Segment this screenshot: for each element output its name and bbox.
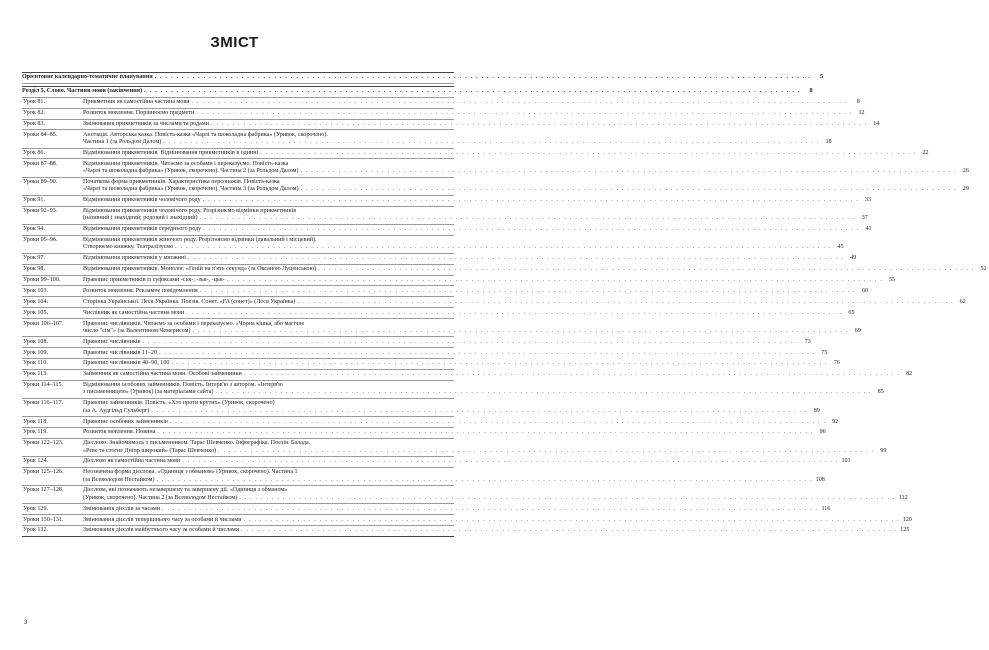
dot-leader [151,408,807,415]
toc-entry-lesson: Уроки 114–115. [23,382,64,389]
dot-leader [215,389,871,396]
toc-entry-lesson: Урок 83. [23,120,45,127]
dot-leader [170,419,826,426]
toc-entry-lesson: Уроки 99–100. [23,277,61,283]
toc-entry [22,159,969,177]
toc-entry [22,98,860,109]
toc-entry-title: Правопис займенників. Повість. «Хто проти крутих» (Уривок, скорочено) [83,400,275,407]
toc-entry-lesson: Уроки 122–123. [23,440,64,447]
toc-entry-page: 73 [804,338,811,345]
toc-entry-lesson: Уроки 89–90. [23,178,58,185]
toc-entry-title: число "сім"» (за Валентином Чемерисом) [83,327,191,334]
toc-entry [22,196,872,207]
toc-entry-lesson: Урок 94. [23,226,45,233]
toc-entry-lesson: Урок 119. [23,429,48,436]
toc-entry [22,297,966,308]
toc-entry-lesson: Уроки 130–131. [23,516,64,523]
toc-entry-title: Змінювання дієслів теперішнього часу за особами й числами [83,516,242,523]
dot-leader [200,215,856,222]
toc-entry [22,417,839,428]
toc-entry-title: Прикметник як самостійна частина мови [83,99,190,106]
toc-entry-lesson: Урок 103. [23,287,49,294]
toc-entry-lesson: Урок 86. [23,149,45,156]
toc-entry [22,359,840,370]
toc-entry-lesson: Уроки 127–128. [23,487,64,494]
toc-entry [22,120,880,131]
toc-entry-title: Створюємо книжку. Театралізуємо [83,244,174,251]
dot-leader [156,477,812,484]
page-title: ЗМІСТ [210,34,259,51]
toc-entry-page: 60 [861,287,869,294]
toc-entry-page: 18 [825,139,832,146]
toc-entry-lesson: Уроки 87–88. [23,160,58,167]
toc-entry-title: Правопис особових займенників [83,418,168,425]
toc-entry-title: (називний і знахідний; родовий і знахідний) [83,215,198,222]
toc-entry [22,130,832,148]
toc-entry-title: Займенник як самостійна частина мови. Особові займенники [83,371,242,378]
dot-leader [196,110,852,117]
toc-entry-title: (за Всеволодом Нестайком) [83,476,155,483]
dot-leader [155,74,811,81]
toc-entry [22,319,861,337]
toc-entry-title: Початкова форма прикметників. Характеристика персонажів. Повість-казка [83,178,280,185]
toc-entry [22,286,869,297]
toc-entry-page: 29 [962,186,969,193]
toc-entry-title: Відмінювання прикметників. Читаємо за особами і переказуємо. Повість-казка [83,160,289,167]
toc-entry-lesson: Урок 105. [23,309,49,316]
toc-entry [22,428,826,439]
toc-entry-page: 69 [854,327,861,334]
toc-entry [22,225,872,236]
toc-entry [22,504,831,515]
dot-leader [142,339,798,346]
dot-leader [301,186,957,193]
toc-entry-title: «Чарлі та шоколадна фабрика» (Уривок, скорочено). Частина 2 (за Рольдом Далом) [83,168,299,175]
toc-entry-title: Відмінювання прикметників. Відмінювання прикметників в однині [83,149,259,156]
toc-entry [22,348,828,359]
toc-entry-page: 45 [837,244,844,251]
toc-entry-lesson: Уроки 92–93. [23,208,58,215]
dot-leader [182,458,838,465]
toc-entry-title: Відмінювання прикметників жіночого роду. Розрізняємо відмінки (давальний і місцевий). [83,237,317,244]
toc-entry-title: Відмінювання особових займенників. Повість. Інтерв'ю з автором. «Інтерв'ю [83,382,283,389]
toc-entry-title: Розвиток мовлення. Новина [83,429,156,436]
dot-leader [318,266,974,273]
toc-entry-title: Неозначена форма дієслова. «Одиниця з обманом» (Уривок, скорочено). Частина 1 [83,469,298,476]
toc-entry-title: Правопис числівників 40–90, 100 [83,360,170,367]
toc-entry-title: Змінювання дієслів за часами [83,505,161,512]
toc-entry-lesson: Урок 118. [23,418,48,425]
toc-entry-title: Розвиток мовлення. Порівнюємо предмети [83,110,195,117]
toc-entry-title: з письменницею» (Уривок) (за матеріалами сайта) [83,389,214,396]
toc-entry-lesson: Урок 109. [23,349,49,356]
toc-entry [22,178,969,196]
dot-leader [239,495,895,502]
toc-entry [22,468,825,486]
toc-entry-page: 8 [856,99,860,106]
toc-entry [22,276,896,287]
toc-entry-lesson: Уроки 125–126. [23,469,64,476]
toc-entry-title: Дієслово. Знайомимось з письменником. Тарас Шевченко. Інфографіка. Поезія. Балада. [83,440,311,447]
dot-leader [301,168,957,175]
toc-entry [22,109,865,120]
toc-entry-title: Сторінка Української. Леся Українка. Поезія. Сонет. «FA (сонет)» (Леся Українка) [83,298,296,305]
dot-leader [297,299,953,306]
toc-entry-page: 41 [865,226,872,233]
toc-entry-page: 96 [819,429,826,436]
toc-entry [22,526,910,536]
toc-entry [22,439,887,457]
dot-leader [260,150,916,157]
toc-entry-title: Розділ 5. Слово. Частини мови (закінчення) [22,88,143,95]
toc-entry-page: 76 [833,360,840,367]
toc-entry-lesson: Урок 91. [23,197,45,204]
dot-leader [203,197,859,204]
toc-entry [22,236,844,254]
dot-leader [188,255,844,262]
toc-entry-page: 85 [877,389,884,396]
toc-entry-title: Відмінювання прикметників у множині [83,255,186,262]
toc-entry-lesson: Урок 81. [23,99,45,106]
table-of-contents [22,72,987,537]
dot-leader [162,506,818,513]
toc-entry-title: Дієслова, які позначають незавершену та завершену дії. «Одиниця з обманом» [83,487,288,494]
dot-leader [193,328,849,335]
toc-entry-title: Числівник як самостійна частина мови [83,309,185,316]
toc-entry-page: 120 [902,516,912,523]
toc-entry-page: 33 [864,197,872,204]
toc-entry [22,515,912,526]
dot-leader [241,527,897,534]
dot-leader [171,360,827,367]
dot-leader [159,350,815,357]
toc-entry-page: 89 [813,407,820,414]
toc-entry-lesson: Уроки 106–107. [23,320,64,327]
toc-entry-lesson: Урок 82. [23,110,45,117]
toc-entry-page: 55 [888,277,896,283]
toc-entry-page: 37 [861,215,868,222]
toc-entry-page: 62 [959,298,966,305]
dot-leader [200,288,856,295]
toc-entry-page: 92 [832,418,839,425]
toc-entry-page: 26 [962,168,969,175]
toc-entry-page: 22 [922,149,929,156]
dot-leader [227,277,883,284]
toc-entry-lesson: Урок 98. [23,266,45,273]
toc-entry-title: (за А. Аудгільд Сульберг) [83,407,150,414]
toc-entry-lesson: Уроки 95–96. [23,237,58,244]
toc-entry-page: 75 [821,349,828,356]
toc-entry-title: Розвиток мовлення. Рекламне повідомлення [83,287,198,294]
toc-entry-lesson: Урок 108. [23,338,49,345]
toc-entry-title: Орієнтовне календарно-тематичне планування [22,74,153,81]
toc-entry-title: Правопис числівників 11–20 [83,349,158,356]
toc-entry-page: 108 [815,476,825,483]
toc-entry-title: Відмінювання прикметників середнього роду [83,226,202,233]
page-number: 3 [24,620,28,626]
toc-entry-lesson: Урок 132. [23,527,49,534]
toc-entry [22,399,820,417]
toc-entry-title: «Реве та стогне Дніпр широкий» (Тарас Шевченко) [83,447,216,454]
dot-leader [163,139,819,146]
toc-entry-title: Відмінювання прикметників чоловічого роду [83,197,201,204]
toc-entry [22,86,813,98]
toc-entry-title: Правопис числівників [83,338,141,345]
toc-entry-title: Відмінювання прикметників чоловічого роду. Розрізняємо відмінки прикметників [83,208,297,215]
toc-entry-title: Дієслово як самостійна частина мови [83,458,181,465]
toc-entry-title: «Чарлі та шоколадна фабрика» (Уривок, скорочено). Частина 3 (за Рольдом Далом) [83,186,299,193]
toc-entry-page: 14 [873,120,880,127]
toc-entry-page: 49 [850,255,857,262]
toc-entry-page: 65 [848,309,855,316]
toc-entry-page: 5 [819,74,823,81]
dot-leader [191,99,847,106]
toc-entry-lesson: Урок 110. [23,360,48,367]
toc-entry [22,370,913,381]
toc-entry-lesson: Урок 124. [23,458,49,465]
toc-entry-lesson: Урок 129. [23,505,49,512]
toc-entry-page: 112 [898,494,908,501]
toc-entry-title: Змінювання прикметників за числами та родами [83,120,209,127]
toc-entry-title: Змінювання дієслів майбутнього часу за особами й числами [83,527,240,534]
toc-entry-page: 125 [900,527,910,534]
toc-entry [22,381,884,399]
toc-entry-title: Відмінювання прикметників. Монолог. «Геній на п'ять секунд» (за Оксаною Луценською) [83,266,317,273]
dot-leader [244,371,900,378]
toc-entry [22,486,908,504]
toc-entry-title: Правопис числівників. Читаємо за особами і переказуємо. «Чорна кішка, або магічне [83,320,305,327]
toc-entry-page: 12 [858,110,865,117]
dot-leader [211,121,867,128]
toc-entry [22,254,857,265]
dot-leader [203,226,859,233]
toc-entry-title: Частина 1 (за Рольдом Далом) [83,139,162,146]
toc-entry-page: 82 [906,371,913,378]
toc-entry-page: 8 [809,88,813,95]
toc-entry-lesson: Урок 113. [23,371,48,378]
toc-entry-lesson: Уроки 116–117. [23,400,64,407]
dot-leader [186,310,842,317]
toc-entry-lesson: Урок 97. [23,255,45,262]
toc-entry-title: Анотація. Авторська казка. Повість-казка «Чарлі та шоколадна фабрика» (Уривок, скорочено). [83,131,328,138]
dot-leader [157,429,813,436]
dot-leader [144,88,800,95]
toc-entry [22,207,868,225]
toc-entry [22,337,811,348]
toc-entry [22,73,823,84]
toc-entry [22,149,929,160]
toc-entry-page: 103 [841,458,851,465]
toc-entry-page: 99 [880,447,887,454]
toc-entry-page: 52 [980,266,987,273]
toc-entry-lesson: Урок 104. [23,298,49,305]
dot-leader [175,244,831,251]
toc-entry [22,457,851,468]
toc-entry-title: (Уривок, скорочено). Частина 2 (за Всеволодом Нестайком) [83,494,238,501]
toc-entry-page: 116 [821,505,831,512]
dot-leader [243,517,899,524]
toc-entry [22,308,855,319]
toc-entry-title: Правопис прикметників із суфіксами -ськ-, -зьк-, -цьк- [83,277,225,283]
dot-leader [218,448,874,455]
toc-entry [22,265,987,276]
toc-entry-lesson: Уроки 84–85. [23,131,58,138]
